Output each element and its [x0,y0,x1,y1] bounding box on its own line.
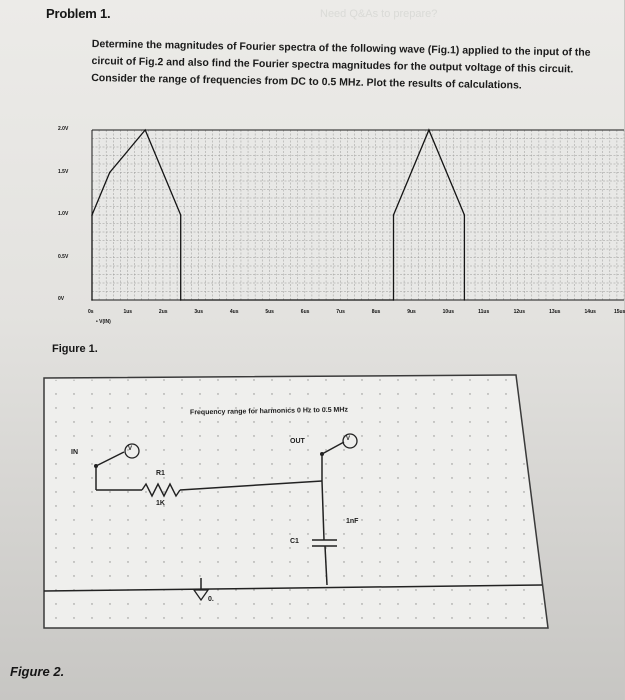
y-tick-label: 0.5V [58,253,69,260]
out-node-dot [320,452,324,456]
y-tick-label: 1.0V [58,211,69,217]
in-node-dot [94,464,98,468]
x-tick-label: 0s [88,309,94,315]
figure-2-caption: Figure 2. [10,664,65,679]
c1-name: C1 [290,538,299,545]
figure-1-caption: Figure 1. [52,343,98,355]
x-tick-label: 12us [513,309,525,315]
trace-label: • V(IN) [96,319,111,325]
r1-value: 1K [156,500,165,507]
ground-label: 0. [208,596,214,603]
x-tick-label: 4us [229,309,239,315]
x-tick-label: 10us [442,309,455,315]
frequency-annotation: Frequency range for harmonics 0 Hz to 0.5 MHz [189,406,348,417]
x-tick-label: 7us [336,309,345,315]
in-probe-symbol: V [128,446,133,452]
x-tick-label: 13us [549,309,561,315]
y-tick-label: 2.0V [58,126,69,132]
c1-value: 1nF [346,518,359,525]
x-tick-label: 3us [194,309,204,315]
x-tick-label: 15us [614,309,625,315]
x-tick-label: 5us [265,309,274,315]
y-tick-label: 0V [58,296,65,302]
r1-name: R1 [156,470,165,477]
x-tick-label: 1us [123,309,133,315]
x-tick-label: 14us [584,309,596,315]
problem-statement: Determine the magnitudes of Fourier spectra of the following wave (Fig.1) applied to the input of the circuit of Fig.2 and also find the Fourier spectra magnitudes for the output voltage of this circuit. Consider the range of frequencies from DC to 0.5 MHz. Plot the results of calculations. [91,37,591,92]
in-label: IN [71,449,78,456]
watermark: Need Q&As to prepare? [320,8,438,20]
problem-title: Problem 1. [46,6,111,21]
x-tick-label: 11us [478,309,490,315]
x-tick-label: 8us [371,309,381,315]
x-tick-label: 9us [407,309,416,315]
x-tick-label: 2us [158,309,168,315]
y-tick-label: 1.5V [58,168,69,175]
out-probe-symbol: V [346,436,351,442]
x-tick-label: 6us [300,309,310,315]
out-label: OUT [290,438,305,445]
